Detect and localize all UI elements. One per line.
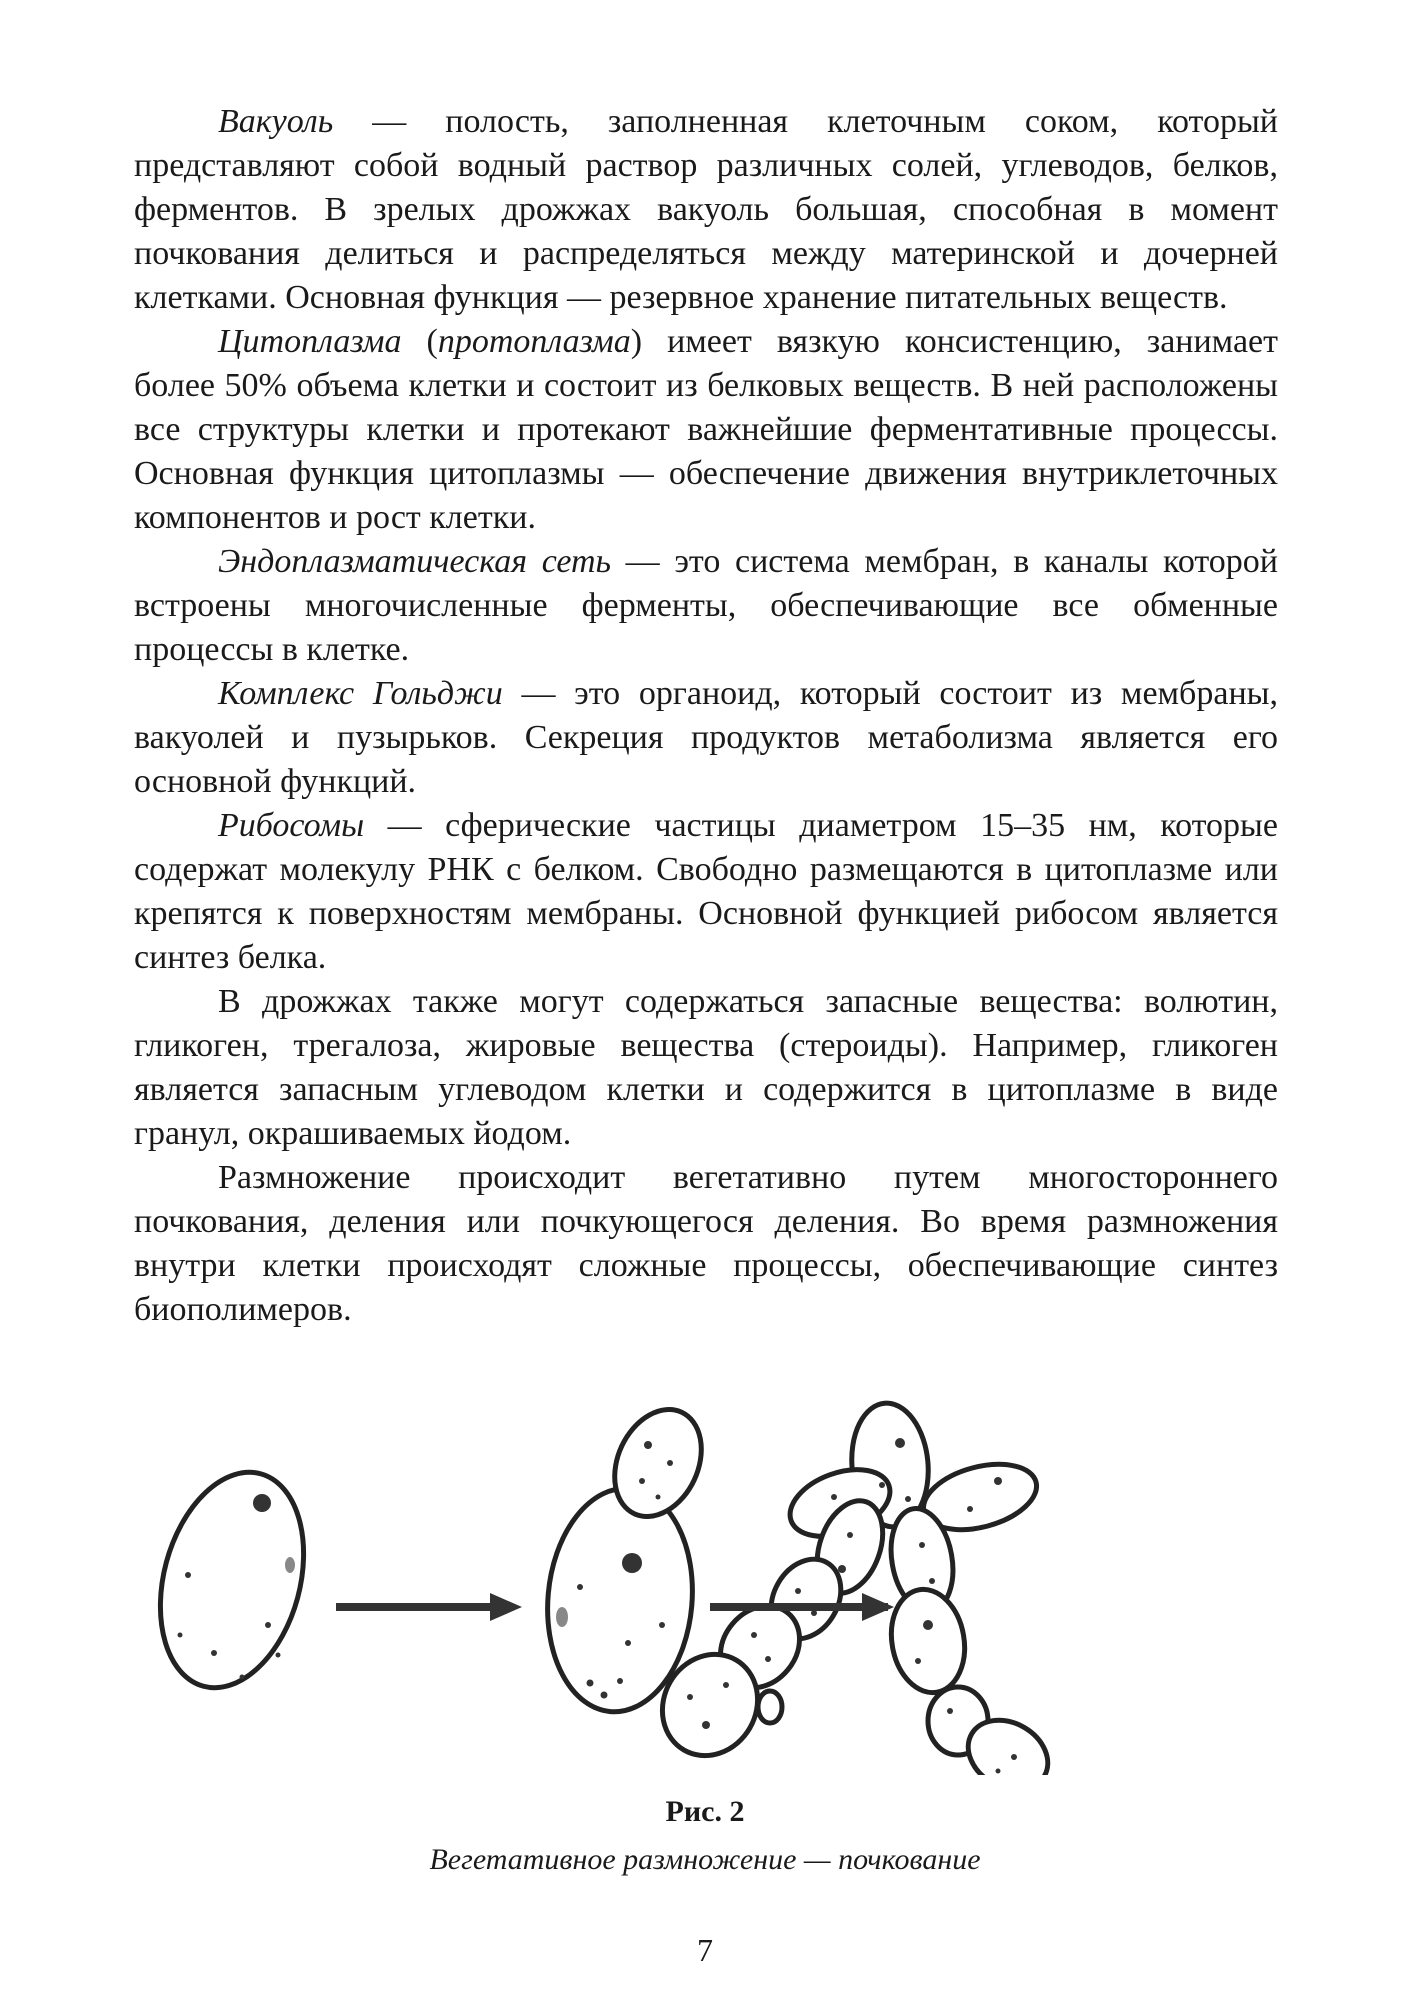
paragraph-text: — полость, заполненная клеточным соком, который представляют собой водный раствор различных солей, углеводов, белков, ферментов. В зрелых дрожжах вакуоль большая, способная в момент почкования делиться и распределяться между материнской и дочерней клетками. Основная функция — резервное хранение питательных веществ.	[134, 103, 1278, 316]
figure-label: Рис. 2	[665, 1795, 745, 1828]
body-text	[134, 100, 1278, 1332]
term-vacuole: Вакуоль	[218, 103, 334, 140]
paragraph-text: (	[401, 323, 438, 360]
paragraph-reserves: В дрожжах также могут содержаться запасные вещества: волютин, гликоген, трегалоза, жировые вещества (стероиды). Например, гликоген является запасным углеводом клетки и содержится в цитоплазме в виде гранул, окрашиваемых йодом.	[134, 983, 1278, 1152]
term-golgi: Комплекс Гольджи	[218, 675, 503, 712]
term-er: Эндоплазматическая сеть	[218, 543, 612, 580]
paragraph-text: — сферические частицы диаметром 15–35 нм, которые содержат молекулу РНК с белком. Свободно размещаются в цитоплазме или крепятся к поверхностям мембраны. Основной функцией рибосом является синтез белка.	[134, 807, 1278, 976]
paragraph-text: — это органоид, который состоит из мембраны, вакуолей и пузырьков. Секреция продуктов метаболизма является его основной функций.	[134, 675, 1278, 800]
paragraph-cytoplasm	[134, 320, 1278, 540]
paragraph-er	[134, 540, 1278, 672]
figure-caption: Вегетативное размножение — почкование	[429, 1843, 981, 1876]
term-cytoplasm: Цитоплазма	[218, 323, 402, 360]
budding-illustration	[150, 1385, 1280, 1775]
page-number: 7	[697, 1932, 713, 1968]
paragraph-golgi	[134, 672, 1278, 804]
paragraph-reproduction: Размножение происходит вегетативно путем многостороннего почкования, деления или почкующегося деления. Во время размножения внутри клетки происходят сложные процессы, обеспечивающие синтез биополимеров.	[134, 1159, 1278, 1328]
yeast-cell-single	[150, 1456, 326, 1704]
paragraph-text: — это система мембран, в каналы которой встроены многочисленные ферменты, обеспечивающие все обменные процессы в клетке.	[134, 543, 1279, 668]
paragraph-text: ) имеет вязкую консистенцию, занимает более 50% объема клетки и состоит из белковых веществ. В ней расположены все структуры клетки и протекают важнейшие ферментативные процессы. Основная функция цитоплазмы — обеспечение движения внутриклеточных компонентов и рост клетки.	[134, 323, 1278, 536]
paragraph-ribosomes	[134, 804, 1278, 980]
term-ribosomes: Рибосомы	[218, 807, 365, 844]
budding-figure	[150, 1385, 1280, 1775]
yeast-cell-chain	[644, 1400, 1060, 1775]
paragraph-vacuole	[134, 100, 1278, 320]
term-protoplasm: протоплазма	[437, 323, 631, 360]
arrow-1	[336, 1593, 522, 1621]
